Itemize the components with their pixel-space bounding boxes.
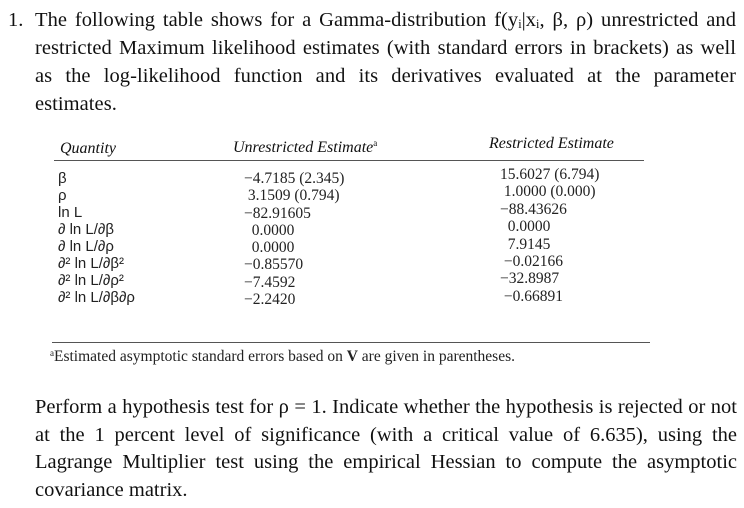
table-bottom-rule xyxy=(52,342,650,343)
problem-intro xyxy=(8,6,736,118)
header-rule xyxy=(54,160,644,161)
row-restricted: −0.02166 xyxy=(500,253,563,271)
footnote-bold-term: V xyxy=(346,348,358,365)
row-quantity: ∂ ln L/∂β xyxy=(58,221,114,238)
restricted-column xyxy=(500,166,599,305)
header-unrestricted xyxy=(233,138,377,157)
row-quantity: ln L xyxy=(58,204,83,221)
row-unrestricted: −0.85570 xyxy=(244,256,304,274)
estimates-table xyxy=(52,130,652,346)
row-unrestricted: −82.91605 xyxy=(244,204,311,222)
footnote-text-after: are given in parentheses. xyxy=(357,348,515,365)
unrestricted-column xyxy=(244,170,344,308)
header-unrestricted-marker: a xyxy=(373,138,378,148)
row-unrestricted: 0.0000 xyxy=(244,239,295,257)
row-restricted: 15.6027 (6.794) xyxy=(500,166,600,183)
row-quantity: ρ xyxy=(58,187,67,204)
problem-intro-text: The following table shows for a Gamma-distribution f(yᵢ|xᵢ, β, ρ) unrestricted and restricted Maximum likelihood estimates (with standard errors in brackets) as well as the log-likelihood function and its derivatives evaluated at the parameter estimates. xyxy=(35,9,736,115)
header-quantity: Quantity xyxy=(60,140,116,157)
header-unrestricted-label: Unrestricted Estimate xyxy=(233,139,374,156)
row-restricted: 7.9145 xyxy=(500,235,551,253)
row-restricted: 0.0000 xyxy=(500,218,551,236)
row-unrestricted: −4.7185 (2.345) xyxy=(244,170,345,187)
row-unrestricted: −7.4592 xyxy=(244,273,296,291)
row-restricted: 1.0000 (0.000) xyxy=(500,183,596,201)
row-unrestricted: −2.2420 xyxy=(244,291,296,309)
row-quantity: ∂² ln L/∂ρ² xyxy=(58,272,124,289)
row-unrestricted: 3.1509 (0.794) xyxy=(244,187,340,205)
row-quantity: ∂² ln L/∂β² xyxy=(58,255,124,272)
table-footnote xyxy=(50,348,515,366)
row-restricted: −88.43626 xyxy=(500,200,567,218)
row-quantity: ∂² ln L/∂β∂ρ xyxy=(58,289,135,306)
row-restricted: −32.8987 xyxy=(500,270,560,288)
problem-number: 1. xyxy=(8,9,24,31)
footnote-marker: a xyxy=(50,348,54,358)
footnote-text-before: Estimated asymptotic standard errors based on xyxy=(54,348,347,365)
quantity-column xyxy=(58,170,135,306)
row-restricted: −0.66891 xyxy=(500,287,563,305)
header-restricted: Restricted Estimate xyxy=(489,135,614,152)
row-quantity: ∂ ln L/∂ρ xyxy=(58,238,114,255)
row-quantity: β xyxy=(58,170,67,187)
row-unrestricted: 0.0000 xyxy=(244,221,295,239)
question-text: Perform a hypothesis test for ρ = 1. Indicate whether the hypothesis is rejected or not at the 1 percent level of significance (with a critical value of 6.635), using the Lagrange Multiplier test using the empirical Hessian to compute the asymptotic covariance matrix. xyxy=(35,396,737,501)
